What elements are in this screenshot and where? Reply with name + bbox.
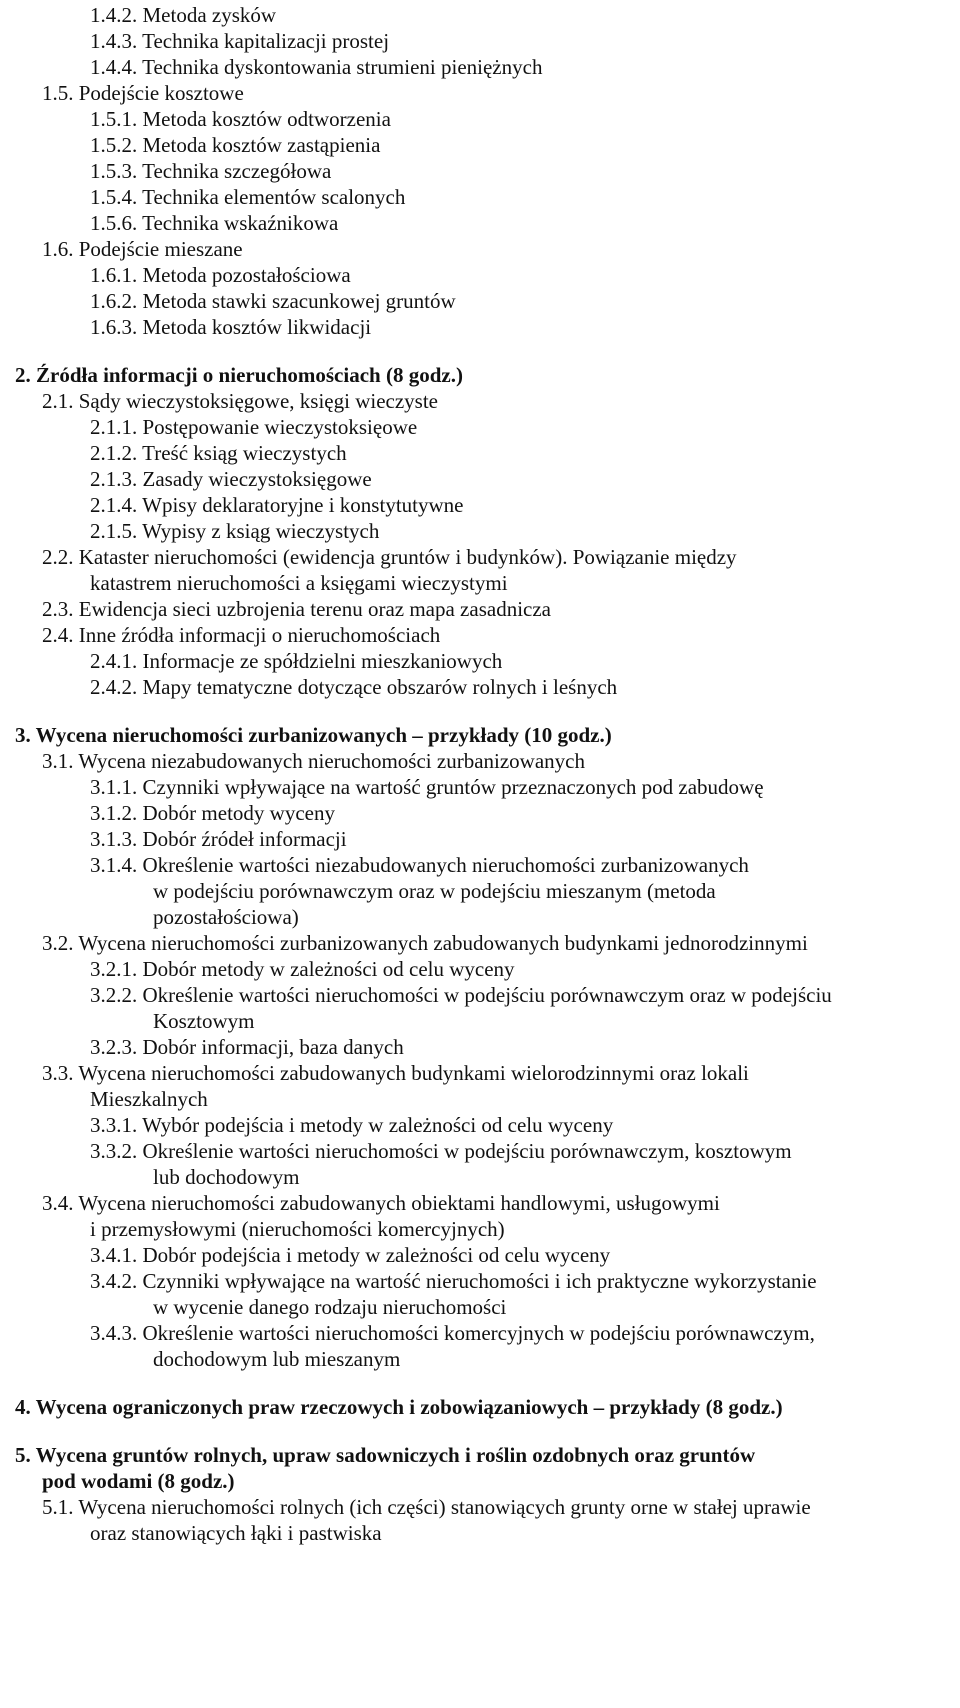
outline-item: 3.4. Wycena nieruchomości zabudowanych obiektami handlowymi, usługowymi <box>42 1191 720 1215</box>
outline-item: i przemysłowymi (nieruchomości komercyjnych) <box>90 1217 505 1241</box>
outline-item: 3.4.3. Określenie wartości nieruchomości komercyjnych w podejściu porównawczym, <box>90 1321 815 1345</box>
outline-item: 3.3.2. Określenie wartości nieruchomości w podejściu porównawczym, kosztowym <box>90 1139 792 1163</box>
outline-item: 1.4.4. Technika dyskontowania strumieni pieniężnych <box>90 55 543 79</box>
outline-item: 3.1.4. Określenie wartości niezabudowanych nieruchomości zurbanizowanych <box>90 853 749 877</box>
outline-item: 2.1.3. Zasady wieczystoksięgowe <box>90 467 372 491</box>
outline-item: 1.5. Podejście kosztowe <box>42 81 244 105</box>
outline-item: 2.4.1. Informacje ze spółdzielni mieszkaniowych <box>90 649 503 673</box>
outline-item: 2.1.2. Treść ksiąg wieczystych <box>90 441 347 465</box>
outline-item: 3.1.3. Dobór źródeł informacji <box>90 827 347 851</box>
outline-item: 1.5.6. Technika wskaźnikowa <box>90 211 339 235</box>
outline-item: 3.1.1. Czynniki wpływające na wartość gruntów przeznaczonych pod zabudowę <box>90 775 764 799</box>
outline-item: 2.1.4. Wpisy deklaratoryjne i konstytutywne <box>90 493 464 517</box>
outline-item: 5.1. Wycena nieruchomości rolnych (ich części) stanowiących grunty orne w stałej uprawie <box>42 1495 811 1519</box>
outline-item: oraz stanowiących łąki i pastwiska <box>90 1521 382 1545</box>
outline-item: pozostałościowa) <box>153 905 299 929</box>
outline-item: Kosztowym <box>153 1009 255 1033</box>
outline-item: 1.4.3. Technika kapitalizacji prostej <box>90 29 390 53</box>
outline-item: 1.6.3. Metoda kosztów likwidacji <box>90 315 372 339</box>
section-heading: 4. Wycena ograniczonych praw rzeczowych i zobowiązaniowych – przykłady (8 godz.) <box>15 1395 783 1419</box>
outline-item: 2.4.2. Mapy tematyczne dotyczące obszarów rolnych i leśnych <box>90 675 618 699</box>
outline-item: 3.1.2. Dobór metody wyceny <box>90 801 335 825</box>
outline-item: 3.3. Wycena nieruchomości zabudowanych budynkami wielorodzinnymi oraz lokali <box>42 1061 749 1085</box>
section-heading: 3. Wycena nieruchomości zurbanizowanych – przykłady (10 godz.) <box>15 723 612 747</box>
outline-item: 2.2. Kataster nieruchomości (ewidencja gruntów i budynków). Powiązanie między <box>42 545 737 569</box>
outline-item: 2.1.1. Postępowanie wieczystoksięowe <box>90 415 418 439</box>
section-heading: pod wodami (8 godz.) <box>42 1469 235 1493</box>
outline-item: 1.6.2. Metoda stawki szacunkowej gruntów <box>90 289 456 313</box>
outline-item: 1.6.1. Metoda pozostałościowa <box>90 263 351 287</box>
outline-item: lub dochodowym <box>153 1165 300 1189</box>
outline-item: 1.5.3. Technika szczegółowa <box>90 159 332 183</box>
outline-item: 3.3.1. Wybór podejścia i metody w zależności od celu wyceny <box>90 1113 614 1137</box>
outline-item: 3.2. Wycena nieruchomości zurbanizowanych zabudowanych budynkami jednorodzinnymi <box>42 931 808 955</box>
outline-item: 2.1. Sądy wieczystoksięgowe, księgi wieczyste <box>42 389 438 413</box>
outline-item: 2.3. Ewidencja sieci uzbrojenia terenu oraz mapa zasadnicza <box>42 597 551 621</box>
outline-item: 3.1. Wycena niezabudowanych nieruchomości zurbanizowanych <box>42 749 585 773</box>
outline-item: katastrem nieruchomości a księgami wieczystymi <box>90 571 508 595</box>
outline-item: 3.4.1. Dobór podejścia i metody w zależności od celu wyceny <box>90 1243 611 1267</box>
outline-item: 3.2.2. Określenie wartości nieruchomości w podejściu porównawczym oraz w podejściu <box>90 983 832 1007</box>
outline-item: 1.4.2. Metoda zysków <box>90 3 277 27</box>
outline-item: 3.2.3. Dobór informacji, baza danych <box>90 1035 404 1059</box>
outline-item: 2.4. Inne źródła informacji o nieruchomościach <box>42 623 441 647</box>
outline-item: Mieszkalnych <box>90 1087 208 1111</box>
section-heading: 2. Źródła informacji o nieruchomościach (8 godz.) <box>15 363 463 387</box>
outline-item: 1.5.1. Metoda kosztów odtworzenia <box>90 107 391 131</box>
outline-item: 1.6. Podejście mieszane <box>42 237 243 261</box>
outline-item: 3.2.1. Dobór metody w zależności od celu wyceny <box>90 957 515 981</box>
outline-item: dochodowym lub mieszanym <box>153 1347 401 1371</box>
outline-item: 3.4.2. Czynniki wpływające na wartość nieruchomości i ich praktyczne wykorzystanie <box>90 1269 817 1293</box>
outline-item: 1.5.2. Metoda kosztów zastąpienia <box>90 133 381 157</box>
section-heading: 5. Wycena gruntów rolnych, upraw sadowniczych i roślin ozdobnych oraz gruntów <box>15 1443 756 1467</box>
outline-item: w wycenie danego rodzaju nieruchomości <box>153 1295 507 1319</box>
outline-item: 1.5.4. Technika elementów scalonych <box>90 185 406 209</box>
outline-item: w podejściu porównawczym oraz w podejściu mieszanym (metoda <box>153 879 716 903</box>
outline-item: 2.1.5. Wypisy z ksiąg wieczystych <box>90 519 380 543</box>
